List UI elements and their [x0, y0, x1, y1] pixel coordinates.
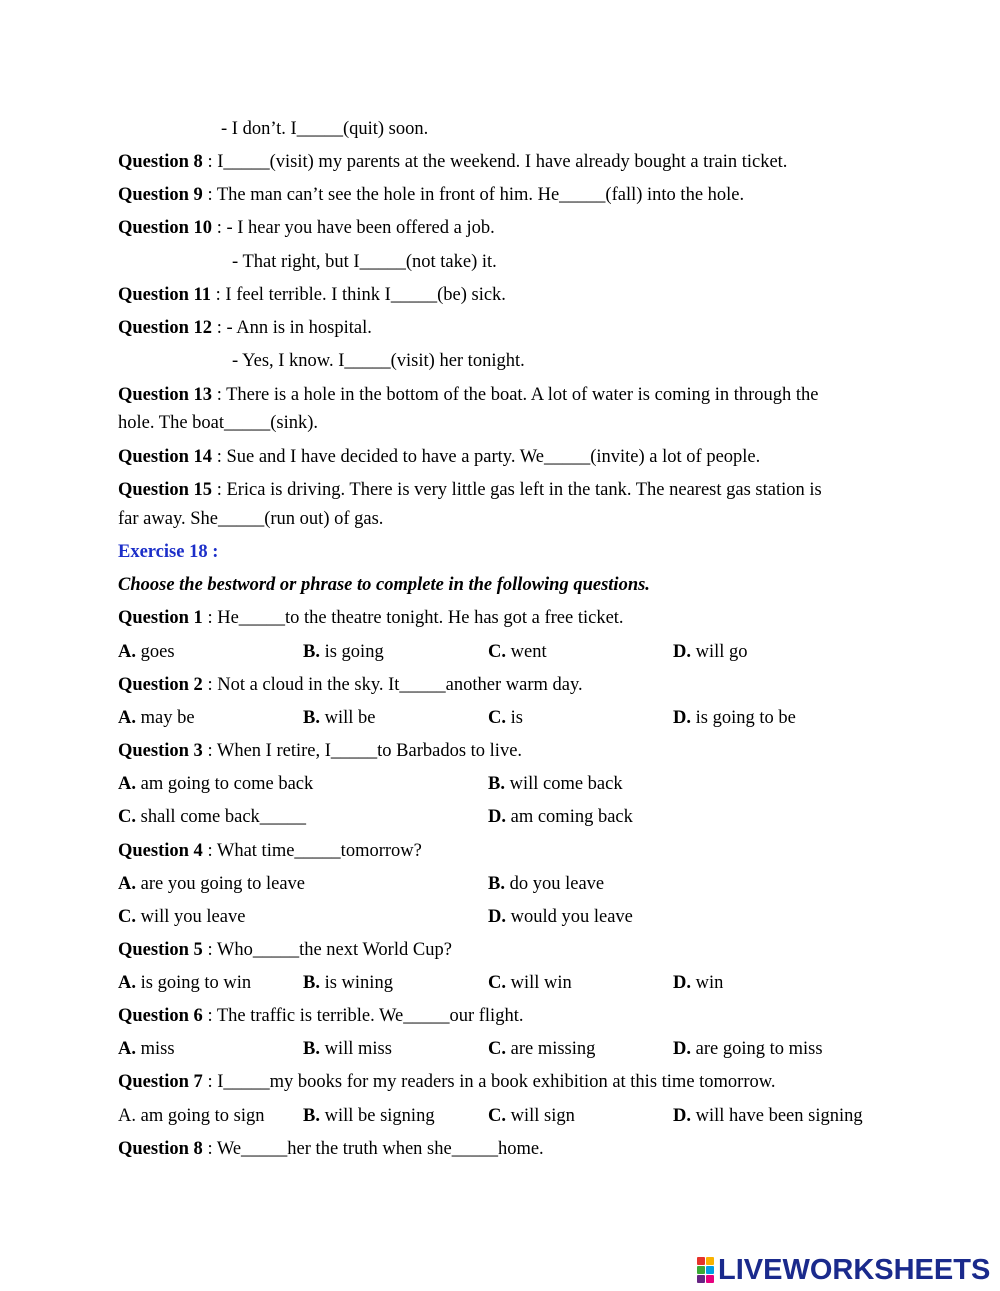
option-c: C. is: [488, 708, 523, 728]
question-text: : We_____her the truth when she_____home.: [202, 1139, 544, 1159]
question-text: : There is a hole in the bottom of the boat. A lot of water is coming in through the: [212, 385, 819, 405]
option-c: C. will you leave: [118, 907, 246, 927]
ex17-question-11: [118, 283, 506, 307]
question-label: Question 10: [118, 218, 213, 238]
ex18-question-5: [118, 938, 452, 962]
ex18-question-4: [118, 839, 422, 863]
option-b: B. will come back: [488, 774, 623, 794]
question-label: Question 4: [118, 841, 203, 861]
option-a: A. miss: [118, 1039, 175, 1059]
question-label: Question 1: [118, 608, 203, 628]
question-label: Question 8: [118, 152, 203, 172]
option-c: C. will win: [488, 973, 572, 993]
question-label: Question 14: [118, 447, 213, 467]
q12-continuation: [232, 349, 525, 373]
option-b: B. will be: [303, 708, 376, 728]
exercise-18-title: Exercise 18 :: [118, 542, 219, 562]
question-text: hole. The boat_____(sink).: [118, 413, 319, 433]
question-label: Question 15: [118, 480, 213, 500]
question-text: : - Ann is in hospital.: [212, 318, 372, 338]
question-text: : I_____my books for my readers in a book exhibition at this time tomorrow.: [202, 1072, 776, 1092]
option-b: B. is going: [303, 642, 384, 662]
question-text: - That right, but I_____(not take) it.: [232, 252, 497, 272]
liveworksheets-logo-icon: [697, 1257, 714, 1283]
option-b: B. will be signing: [303, 1106, 435, 1126]
option-d: D. win: [673, 973, 724, 993]
question-text: : He_____to the theatre tonight. He has got a free ticket.: [202, 608, 624, 628]
q7-continuation: [221, 117, 428, 141]
ex18-question-1: [118, 606, 624, 630]
question-text: : The traffic is terrible. We_____our flight.: [202, 1006, 524, 1026]
ex18-question-8: [118, 1137, 544, 1161]
question-text: : I feel terrible. I think I_____(be) sick.: [211, 285, 506, 305]
option-d: D. is going to be: [673, 708, 796, 728]
option-c: C. shall come back_____: [118, 807, 307, 827]
ex17-question-10: [118, 216, 495, 240]
ex18-question-3: [118, 739, 522, 763]
q10-continuation: [232, 250, 497, 274]
option-a: A. is going to win: [118, 973, 252, 993]
question-text: : Sue and I have decided to have a party. We_____(invite) a lot of people.: [212, 447, 761, 467]
question-text: : Not a cloud in the sky. It_____another warm day.: [202, 675, 583, 695]
ex17-question-9: [118, 183, 744, 207]
question-label: Question 13: [118, 385, 213, 405]
question-label: Question 8: [118, 1139, 203, 1159]
q7-answer-line: - I don’t. I_____(quit) soon.: [221, 119, 429, 139]
question-text: : I_____(visit) my parents at the weekend. I have already bought a train ticket.: [202, 152, 788, 172]
liveworksheets-logo-text: LIVEWORKSHEETS: [718, 1253, 991, 1286]
ex17-question-15: [118, 478, 822, 502]
option-c: C. went: [488, 642, 547, 662]
option-a: A. may be: [118, 708, 195, 728]
question-label: Question 12: [118, 318, 213, 338]
option-b: B. will miss: [303, 1039, 392, 1059]
ex17-question-14: [118, 445, 760, 469]
option-a: A. am going to sign: [118, 1106, 265, 1126]
question-label: Question 7: [118, 1072, 203, 1092]
ex17-question-13: [118, 383, 819, 407]
question-text: : - I hear you have been offered a job.: [212, 218, 495, 238]
question-text: : The man can’t see the hole in front of him. He_____(fall) into the hole.: [202, 185, 745, 205]
question-text: far away. She_____(run out) of gas.: [118, 509, 384, 529]
option-a: A. are you going to leave: [118, 874, 306, 894]
option-b: B. do you leave: [488, 874, 605, 894]
option-d: D. will have been signing: [673, 1106, 863, 1126]
ex18-question-6: [118, 1004, 523, 1028]
ex18-question-7: [118, 1070, 776, 1094]
question-text: : Who_____the next World Cup?: [202, 940, 452, 960]
question-label: Question 9: [118, 185, 203, 205]
ex18-question-2: [118, 673, 583, 697]
q15-continuation: [118, 507, 383, 531]
option-d: D. am coming back: [488, 807, 633, 827]
liveworksheets-logo: [697, 1253, 990, 1287]
exercise-18-instruction: Choose the bestword or phrase to complete in the following questions.: [118, 575, 650, 595]
question-text: : Erica is driving. There is very little gas left in the tank. The nearest gas station is: [212, 480, 822, 500]
option-d: D. are going to miss: [673, 1039, 823, 1059]
question-label: Question 3: [118, 741, 203, 761]
option-c: C. are missing: [488, 1039, 596, 1059]
question-text: - Yes, I know. I_____(visit) her tonight.: [232, 351, 525, 371]
option-a: A. am going to come back: [118, 774, 314, 794]
question-label: Question 11: [118, 285, 212, 305]
option-a: A. goes: [118, 642, 175, 662]
question-label: Question 6: [118, 1006, 203, 1026]
q13-continuation: [118, 411, 318, 435]
question-text: : When I retire, I_____to Barbados to live.: [202, 741, 523, 761]
question-label: Question 2: [118, 675, 203, 695]
option-d: D. will go: [673, 642, 748, 662]
option-d: D. would you leave: [488, 907, 633, 927]
option-c: C. will sign: [488, 1106, 575, 1126]
ex17-question-8: [118, 150, 787, 174]
question-label: Question 5: [118, 940, 203, 960]
question-text: : What time_____tomorrow?: [202, 841, 422, 861]
option-b: B. is wining: [303, 973, 393, 993]
ex17-question-12: [118, 316, 372, 340]
